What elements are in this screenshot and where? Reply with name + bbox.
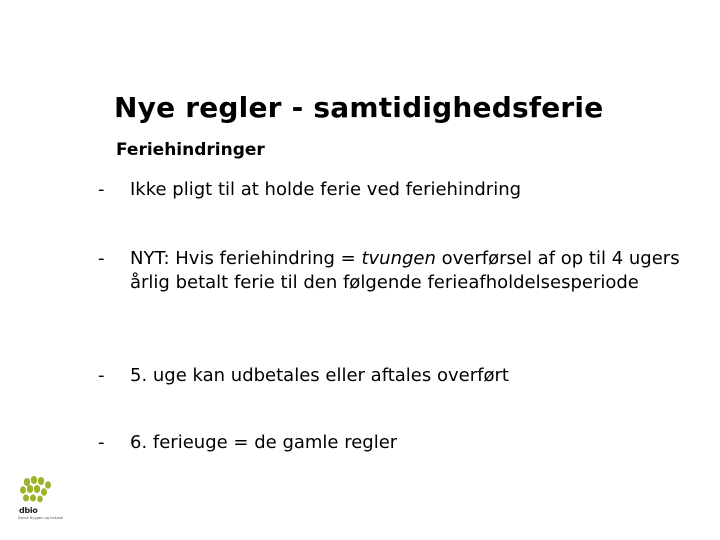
- slide-subtitle: Feriehindringer: [116, 140, 265, 160]
- slide-title: Nye regler - samtidighedsferie: [114, 91, 604, 124]
- bullet-text-emphasis: tvungen: [361, 248, 436, 269]
- bullet-text: 6. ferieuge = de gamle regler: [130, 432, 398, 453]
- bullet-dash: -: [98, 432, 105, 453]
- bullet-text: [130, 247, 698, 295]
- bullet-text: Ikke pligt til at holde ferie ved feriehindring: [130, 179, 522, 200]
- bullet-dash: -: [98, 248, 105, 269]
- bullet-text: 5. uge kan udbetales eller aftales overført: [130, 365, 509, 386]
- bullet-text-prefix: NYT: Hvis feriehindring =: [130, 248, 362, 269]
- paw-print-graphic: [17, 476, 57, 508]
- bullet-text-suffix: overførsel af op til 4 ugers årlig betalt ferie til den følgende ferieafholdelsesperiode: [130, 248, 680, 293]
- logo-brand-text: dbio: [19, 506, 38, 515]
- bullet-item: [98, 247, 698, 295]
- bullet-item: [98, 431, 698, 455]
- bullet-dash: -: [98, 179, 105, 200]
- logo-tagline-text: Dansk Byggeri og Industri: [18, 516, 64, 520]
- bullet-dash: -: [98, 365, 105, 386]
- bullet-item: [98, 364, 698, 388]
- bullet-item: [98, 178, 698, 202]
